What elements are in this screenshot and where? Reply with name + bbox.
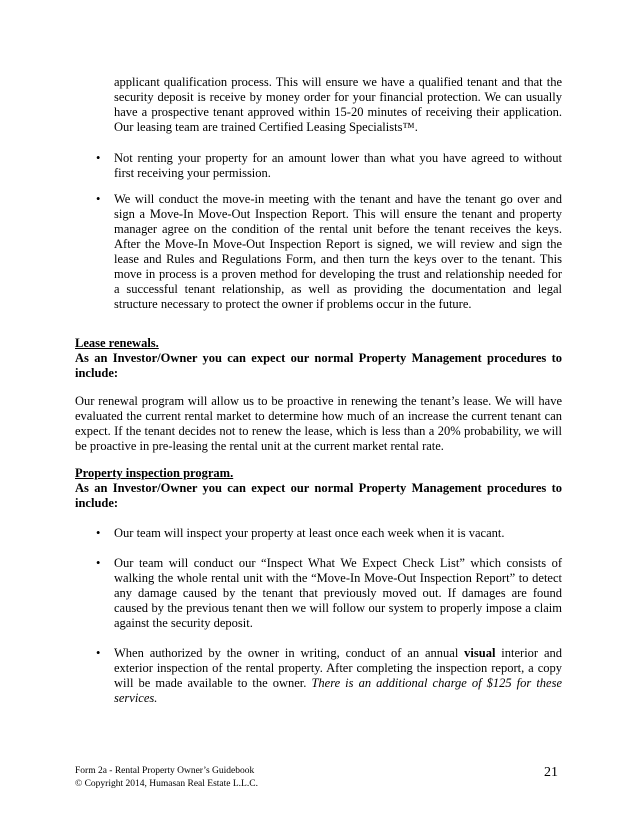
- bullet-text: Our team will inspect your property at least once each week when it is vacant.: [114, 526, 505, 540]
- italic-note: There is an additional charge of $125 for these services.: [114, 676, 562, 705]
- bold-word: visual: [464, 646, 496, 660]
- lease-renewals-section: [75, 336, 562, 381]
- list-item: [96, 556, 562, 631]
- lease-renewals-paragraph: Our renewal program will allow us to be proactive in renewing the tenant’s lease. We will have evaluated the current rental market to determine how much of an increase the current tenant can expect. If the tenant decides not to renew the lease, which is less than a 20% probability, we will be proactive in pre-leasing the rental unit at the current market rental rate.: [75, 394, 562, 453]
- bullet-icon: •: [96, 526, 101, 540]
- property-inspection-section: [75, 466, 562, 511]
- bullet-icon: •: [96, 556, 101, 570]
- bullet-text: Not renting your property for an amount lower than what you have agreed to without first receiving your permission.: [114, 151, 562, 180]
- footer: [75, 765, 258, 791]
- section-subheading: As an Investor/Owner you can expect our normal Property Management procedures to include:: [75, 481, 562, 510]
- bullet-icon: •: [96, 646, 101, 660]
- footer-line: Form 2a - Rental Property Owner’s Guidebook: [75, 766, 255, 776]
- bullet-icon: •: [96, 151, 101, 165]
- list-item: [96, 151, 562, 181]
- footer-line: © Copyright 2014, Humasan Real Estate L.L.C.: [75, 779, 258, 789]
- bullet-icon: •: [96, 192, 101, 206]
- bullet-text-part: When authorized by the owner in writing, conduct of an annual: [114, 646, 465, 660]
- page-number: 21: [544, 765, 558, 780]
- section-heading: Property inspection program.: [75, 466, 234, 480]
- section-subheading: As an Investor/Owner you can expect our normal Property Management procedures to include:: [75, 351, 562, 380]
- bullet-text: We will conduct the move-in meeting with the tenant and have the tenant go over and sign a Move-In Move-Out Inspection Report. This will ensure the tenant and property manager agree on the condition of the rental unit before the tenant receives the keys. After the Move-In Move-Out Inspection Report is signed, we will review and sign the lease and Rules and Regulations Form, and then turn the keys over to the tenant. This move in process is a proven method for developing the trust and relationship needed for a successful tenant relationship, as well as providing the documentation and legal structure necessary to protect the owner if problems occur in the future.: [114, 192, 562, 311]
- continuation-paragraph: applicant qualification process. This will ensure we have a qualified tenant and that the security deposit is receive by money order for your financial protection. We can usually have a prospective tenant approved within 15-20 minutes of receiving their application. Our leasing team are trained Certified Leasing Specialists™.: [114, 75, 562, 134]
- list-item: [96, 192, 562, 312]
- section-heading: Lease renewals.: [75, 336, 159, 350]
- bullet-text: [114, 646, 562, 706]
- list-item: [96, 526, 562, 541]
- bullet-text-part: interior and exterior inspection of the rental property. After completing the inspection report, a copy will be made available to the owner.: [114, 646, 562, 690]
- bullet-text: Our team will conduct our “Inspect What We Expect Check List” which consists of walking the whole rental unit with the “Move-In Move-Out Inspection Report” to detect any damage caused by the tenant that previously moved out. If damages are found caused by the previous tenant then we will follow our system to properly impose a claim against the security deposit.: [114, 556, 562, 630]
- list-item: [96, 646, 562, 706]
